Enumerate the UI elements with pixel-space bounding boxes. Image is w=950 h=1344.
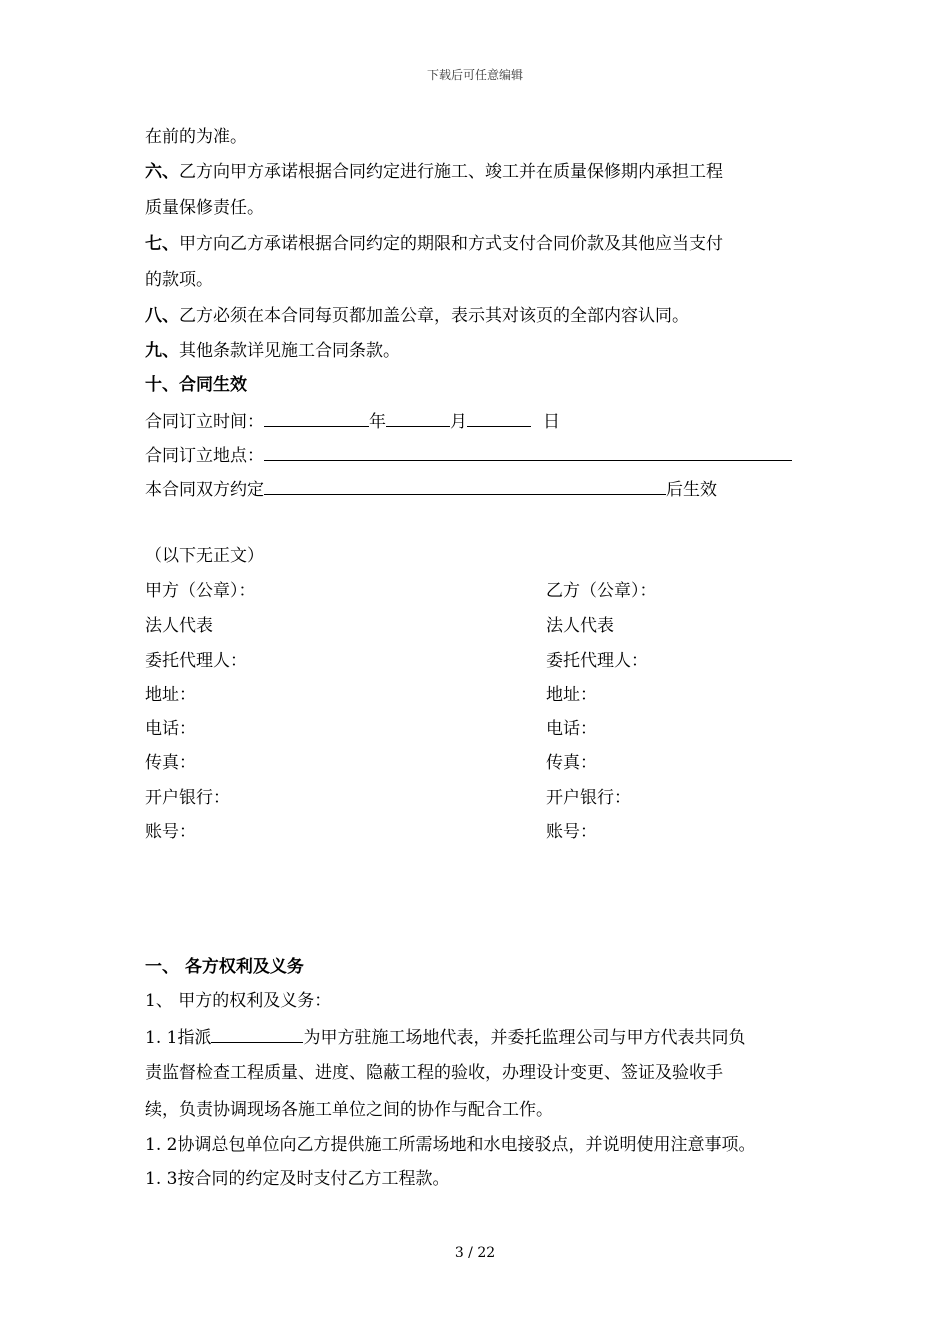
clause-text: 甲方向乙方承诺根据合同约定的期限和方式支付合同价款及其他应当支付 — [179, 234, 723, 254]
party-a-title: 甲方（公章）： — [145, 581, 256, 601]
day-blank[interactable] — [467, 408, 531, 427]
page-number: 3 / 22 — [454, 1245, 496, 1261]
party-b-agent: 委托代理人： — [546, 651, 648, 671]
clause-ten-heading: 十、合同生效 — [145, 375, 247, 395]
clause-text: 乙方向甲方承诺根据合同约定进行施工、竣工并在质量保修期内承担工程 — [179, 162, 723, 182]
party-a-phone: 电话： — [145, 719, 196, 739]
party-b-account: 账号： — [546, 822, 597, 842]
section-heading: 一、 各方权利及义务 — [145, 957, 304, 977]
place-blank[interactable] — [264, 442, 792, 461]
month-blank[interactable] — [386, 408, 450, 427]
no-text-note: （以下无正文） — [145, 546, 264, 566]
clause-seven — [145, 233, 723, 255]
subsection-heading: 1、 甲方的权利及义务： — [145, 991, 332, 1011]
clause-nine — [145, 340, 400, 362]
clause-text: 乙方必须在本合同每页都加盖公章，表示其对该页的全部内容认同。 — [179, 306, 689, 326]
item-1-2: 1. 2协调总包单位向乙方提供施工所需场地和水电接驳点，并说明使用注意事项。 — [145, 1135, 756, 1155]
party-b-phone: 电话： — [546, 719, 597, 739]
party-a-address: 地址： — [145, 685, 196, 705]
clause-eight — [145, 305, 689, 327]
time-label: 合同订立时间： — [145, 412, 264, 432]
party-b-title: 乙方（公章）： — [546, 581, 657, 601]
party-a-agent: 委托代理人： — [145, 651, 247, 671]
contract-agree-row — [145, 476, 717, 501]
text-line: 质量保修责任。 — [145, 198, 264, 218]
month-label: 月 — [450, 412, 467, 432]
clause-number: 七、 — [145, 234, 179, 254]
clause-six — [145, 161, 723, 183]
item-prefix: 1. 1指派 — [145, 1028, 212, 1048]
place-label: 合同订立地点： — [145, 446, 264, 466]
year-blank[interactable] — [264, 408, 369, 427]
item-1-1 — [145, 1024, 745, 1049]
agree-blank[interactable] — [264, 476, 666, 495]
year-label: 年 — [369, 412, 386, 432]
agree-label: 本合同双方约定 — [145, 480, 264, 500]
text-line: 的款项。 — [145, 270, 213, 290]
contract-place-row — [145, 442, 792, 467]
representative-blank[interactable] — [211, 1024, 303, 1043]
text-line: 续，负责协调现场各施工单位之间的协作与配合工作。 — [145, 1100, 553, 1120]
header-note: 下载后可任意编辑 — [426, 68, 523, 82]
text-line: 责监督检查工程质量、进度、隐蔽工程的验收，办理设计变更、签证及验收手 — [145, 1063, 723, 1083]
text-line: 在前的为准。 — [145, 127, 247, 147]
clause-text: 其他条款详见施工合同条款。 — [179, 341, 400, 361]
day-label: 日 — [543, 412, 560, 432]
clause-number: 八、 — [145, 306, 179, 326]
contract-time-row — [145, 408, 560, 433]
party-a-fax: 传真： — [145, 753, 196, 773]
party-b-legal-rep: 法人代表 — [546, 616, 614, 636]
party-a-legal-rep: 法人代表 — [145, 616, 213, 636]
clause-number: 九、 — [145, 341, 179, 361]
item-1-3: 1. 3按合同的约定及时支付乙方工程款。 — [145, 1169, 450, 1189]
party-b-address: 地址： — [546, 685, 597, 705]
item-text: 为甲方驻施工场地代表，并委托监理公司与甲方代表共同负 — [303, 1028, 746, 1048]
party-a-bank: 开户银行： — [145, 788, 230, 808]
party-b-bank: 开户银行： — [546, 788, 631, 808]
party-a-account: 账号： — [145, 822, 196, 842]
party-b-fax: 传真： — [546, 753, 597, 773]
clause-number: 六、 — [145, 162, 179, 182]
agree-suffix: 后生效 — [666, 480, 717, 500]
